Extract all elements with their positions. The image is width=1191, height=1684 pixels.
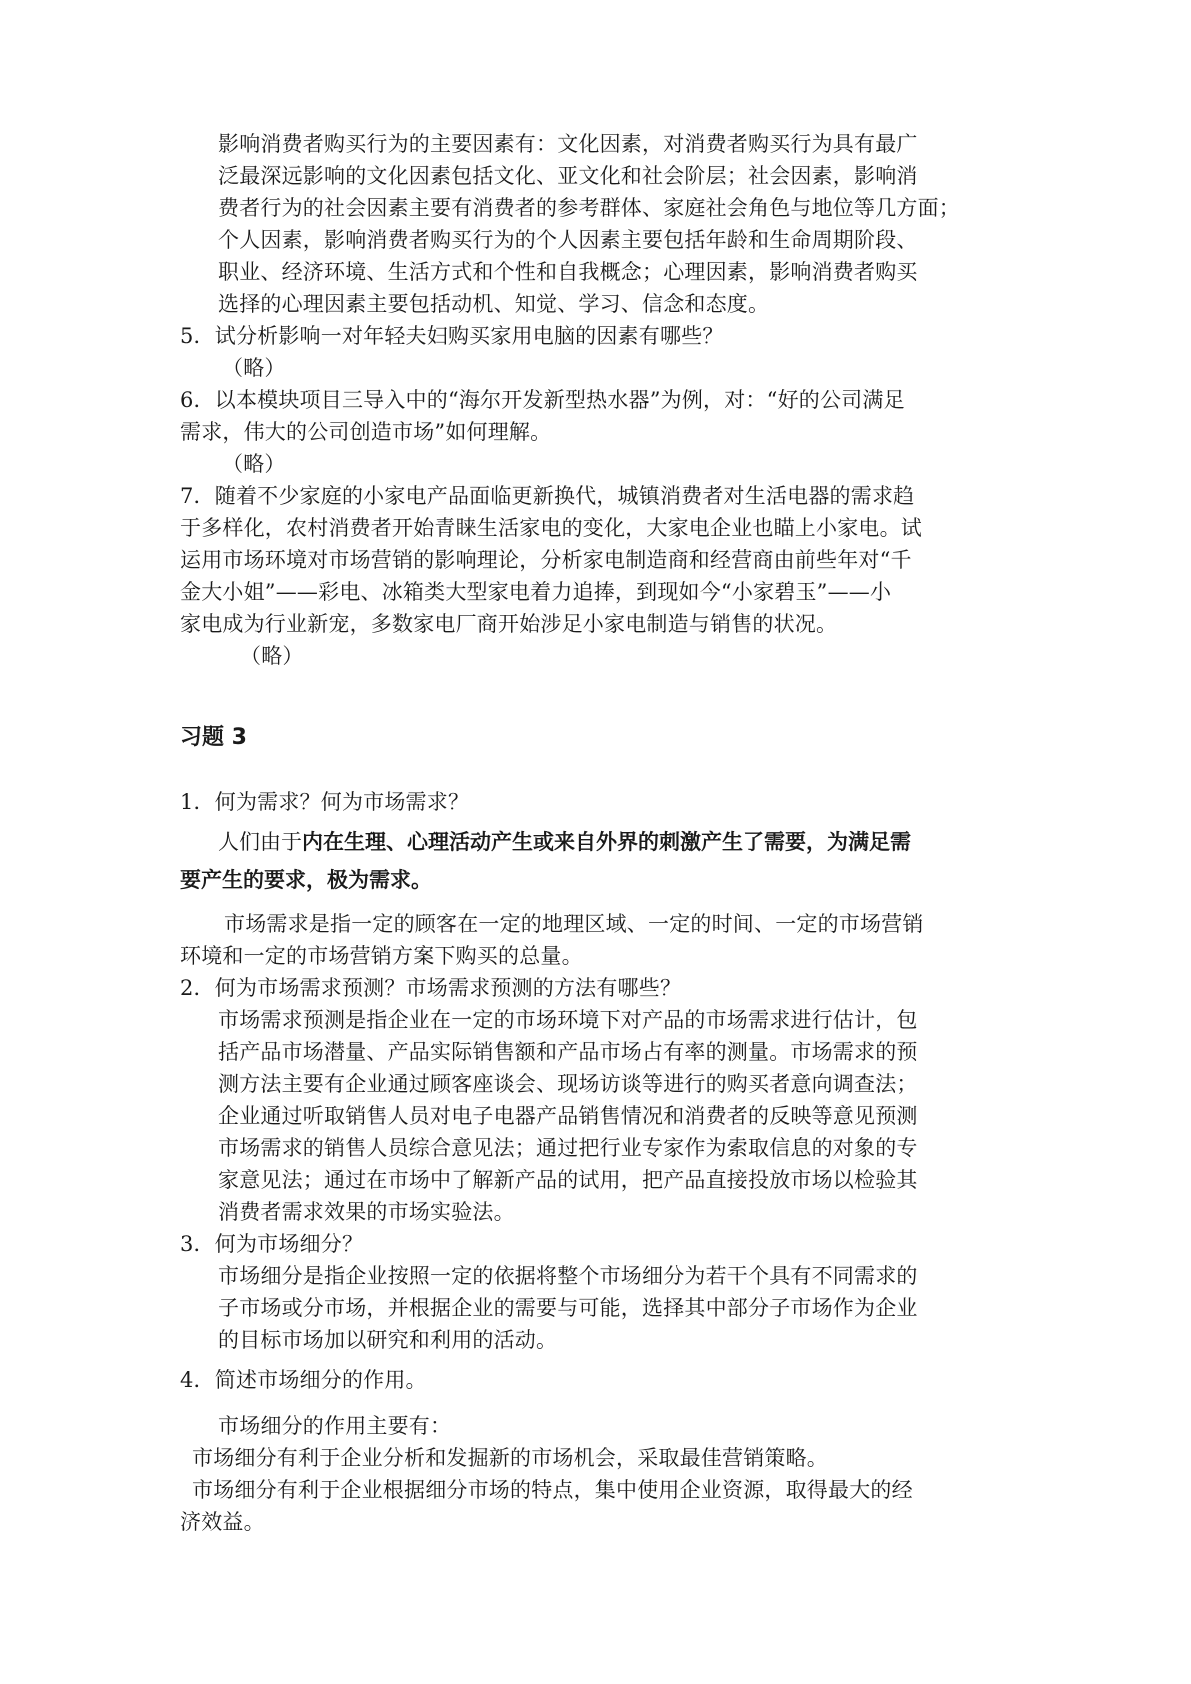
exercise-1-answer-line: 要产生的要求，极为需求。 <box>180 868 432 892</box>
exercise-2-question: 2．何为市场需求预测？市场需求预测的方法有哪些？ <box>180 976 682 1000</box>
exercise-1-answer-line <box>218 828 911 856</box>
answer-bold: 内在生理、心理活动产生或来自外界的刺激产生了需要，为满足需 <box>302 830 911 854</box>
paragraph-line: 消费者需求效果的市场实验法。 <box>218 1200 515 1224</box>
question-6-line: 需求，伟大的公司创造市场”如何理解。 <box>180 420 552 444</box>
list-item: 市场细分有利于企业分析和发掘新的市场机会，采取最佳营销策略。 <box>192 1446 828 1470</box>
question-7-line: 金大小姐”——彩电、冰箱类大型家电着力追捧，到现如今“小家碧玉”——小 <box>180 580 892 604</box>
exercise-1-question: 1．何为需求？何为市场需求？ <box>180 790 470 814</box>
paragraph-line: 的目标市场加以研究和利用的活动。 <box>218 1328 558 1352</box>
paragraph-line: 市场需求的销售人员综合意见法；通过把行业专家作为索取信息的对象的专 <box>218 1136 918 1160</box>
paragraph-line: 费者行为的社会因素主要有消费者的参考群体、家庭社会角色与地位等几方面； <box>218 196 960 220</box>
paragraph-line: 市场细分的作用主要有： <box>218 1414 452 1438</box>
answer-omitted: （略） <box>222 356 286 380</box>
question-7-line: 家电成为行业新宠，多数家电厂商开始涉足小家电制造与销售的状况。 <box>180 612 838 636</box>
question-7-line: 运用市场环境对市场营销的影响理论，分析家电制造商和经营商由前些年对“千 <box>180 548 912 572</box>
paragraph-line: 测方法主要有企业通过顾客座谈会、现场访谈等进行的购买者意向调查法； <box>218 1072 918 1096</box>
paragraph-line: 家意见法；通过在市场中了解新产品的试用，把产品直接投放市场以检验其 <box>218 1168 918 1192</box>
paragraph-line: 企业通过听取销售人员对电子电器产品销售情况和消费者的反映等意见预测 <box>218 1104 918 1128</box>
paragraph-line: 市场细分是指企业按照一定的依据将整个市场细分为若干个具有不同需求的 <box>218 1264 918 1288</box>
exercise-3-question: 3．何为市场细分？ <box>180 1232 364 1256</box>
answer-omitted: （略） <box>222 452 286 476</box>
paragraph-line: 环境和一定的市场营销方案下购买的总量。 <box>180 944 583 968</box>
question-7-line: 7．随着不少家庭的小家电产品面临更新换代，城镇消费者对生活电器的需求趋 <box>180 484 915 508</box>
question-6-line: 6．以本模块项目三导入中的“海尔开发新型热水器”为例，对：“好的公司满足 <box>180 388 905 412</box>
paragraph-line: 市场需求是指一定的顾客在一定的地理区域、一定的时间、一定的市场营销 <box>224 912 924 936</box>
answer-omitted: （略） <box>240 644 304 668</box>
paragraph-line: 影响消费者购买行为的主要因素有：文化因素，对消费者购买行为具有最广 <box>218 132 918 156</box>
paragraph-line: 子市场或分市场，并根据企业的需要与可能，选择其中部分子市场作为企业 <box>218 1296 918 1320</box>
paragraph-line: 泛最深远影响的文化因素包括文化、亚文化和社会阶层；社会因素，影响消 <box>218 164 918 188</box>
paragraph-line: 选择的心理因素主要包括动机、知觉、学习、信念和态度。 <box>218 292 770 316</box>
list-item-continued: 济效益。 <box>180 1510 265 1534</box>
answer-prefix: 人们由于 <box>218 830 302 854</box>
exercise-4-question: 4．简述市场细分的作用。 <box>180 1368 427 1392</box>
question-7-line: 于多样化，农村消费者开始青睐生活家电的变化，大家电企业也瞄上小家电。试 <box>180 516 922 540</box>
paragraph-line: 个人因素，影响消费者购买行为的个人因素主要包括年龄和生命周期阶段、 <box>218 228 918 252</box>
paragraph-line: 括产品市场潜量、产品实际销售额和产品市场占有率的测量。市场需求的预 <box>218 1040 918 1064</box>
question-5: 5．试分析影响一对年轻夫妇购买家用电脑的因素有哪些？ <box>180 324 724 348</box>
list-item: 市场细分有利于企业根据细分市场的特点，集中使用企业资源，取得最大的经 <box>192 1478 913 1502</box>
paragraph-line: 职业、经济环境、生活方式和个性和自我概念；心理因素，影响消费者购买 <box>218 260 918 284</box>
section-heading: 习题 3 <box>180 725 247 750</box>
paragraph-line: 市场需求预测是指企业在一定的市场环境下对产品的市场需求进行估计，包 <box>218 1008 918 1032</box>
